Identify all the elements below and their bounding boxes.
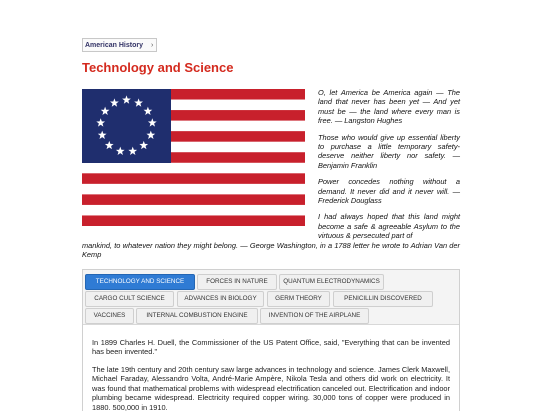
tab-cargo-cult-science[interactable]: CARGO CULT SCIENCE	[85, 291, 174, 307]
tab-bar	[83, 270, 459, 326]
quote-benjamin-franklin: Those who would give up essential liberty to purchase a little temporary safety-deserve neither liberty nor safety. — Benjamin Franklin	[318, 132, 460, 170]
tab-invention-of-the-airplane[interactable]: INVENTION OF THE AIRPLANE	[260, 308, 369, 324]
content-paragraph-1: In 1899 Charles H. Duell, the Commissioner of the US Patent Office, said, "Everything that can be invented has been invented."	[92, 338, 450, 357]
tab-penicillin-discovered[interactable]: PENICILLIN DISCOVERED	[333, 291, 433, 307]
quote-george-washington-end: mankind, to whatever nation they might belong. — George Washington, in a 1788 letter he wrote to Adrian Van der Kemp	[82, 240, 460, 260]
tab-internal-combustion-engine[interactable]: INTERNAL COMBUSTION ENGINE	[136, 308, 258, 324]
chevron-right-icon[interactable]: ›	[150, 41, 154, 49]
tab-quantum-electrodynamics[interactable]: QUANTUM ELECTRODYNAMICS	[279, 274, 384, 290]
tab-forces-in-nature[interactable]: FORCES IN NATURE	[197, 274, 277, 290]
tab-advances-in-biology[interactable]: ADVANCES IN BIOLOGY	[177, 291, 264, 307]
tab-germ-theory[interactable]: GERM THEORY	[267, 291, 330, 307]
page-title: Technology and Science	[82, 60, 234, 75]
content-paragraph-2: The late 19th century and 20th century saw large advances in technology and science. James Clerk Maxwell, Michael Faraday, Alessandro Volta, André-Marie Ampère, Nikola Tesla and others did work on electricity. It was found that mathematical problems with widespread electrification canceled out. Electrification and indoor plumbing became widespread. Electricity required copper wiring. 30,000 tons of copper were produced in 1880. 500,000 in 1910.	[92, 365, 450, 412]
breadcrumb-label[interactable]: American History	[85, 41, 143, 49]
tab-content	[83, 324, 459, 411]
quotes-block	[82, 88, 460, 260]
breadcrumb[interactable]	[82, 38, 157, 52]
tab-technology-and-science[interactable]: TECHNOLOGY AND SCIENCE	[85, 274, 195, 290]
tab-vaccines[interactable]: VACCINES	[85, 308, 134, 324]
quote-george-washington-start: I had always hoped that this land might become a safe & agreeable Asylum to the virtuous & persecuted part of	[318, 212, 460, 241]
quote-frederick-douglass: Power concedes nothing without a demand. It never did and it never will. — Frederick Douglass	[318, 177, 460, 206]
quotes-beside-flag	[318, 88, 460, 241]
topic-tabs-panel	[82, 269, 460, 411]
quote-langston-hughes: O, let America be America again — The land that never has been yet — And yet must be — the land where every man is free. — Langston Hughes	[318, 88, 460, 126]
